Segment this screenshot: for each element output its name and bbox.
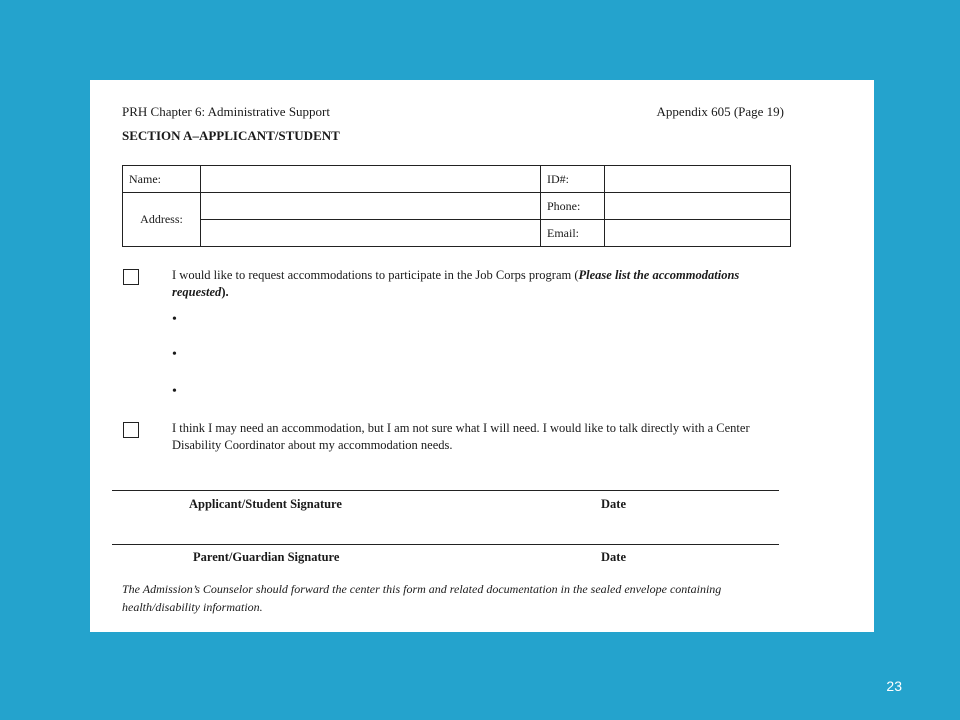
request-text-plain: I would like to request accommodations to participate in the Job Corps program ( xyxy=(172,268,579,282)
phone-field[interactable] xyxy=(605,193,791,220)
parent-date-label: Date xyxy=(601,550,626,564)
applicant-date-label: Date xyxy=(601,497,626,511)
address-field-line1[interactable] xyxy=(201,193,541,220)
id-field[interactable] xyxy=(605,166,791,193)
accommodation-bullet-3: • xyxy=(172,384,177,399)
talk-coordinator-text: I think I may need an accommodation, but I am not sure what I will need. I would like to talk directly with a Center Disability Coordinator about my accommodation needs. xyxy=(172,421,750,452)
email-field[interactable] xyxy=(605,220,791,247)
appendix-header: Appendix 605 (Page 19) xyxy=(656,104,784,119)
email-label: Email: xyxy=(541,220,605,247)
section-title: SECTION A–APPLICANT/STUDENT xyxy=(122,128,340,143)
name-field[interactable] xyxy=(201,166,541,193)
applicant-info-table xyxy=(122,165,791,247)
address-label: Address: xyxy=(123,193,201,247)
counselor-footnote: The Admission’s Counselor should forward the center this form and related documentation in the sealed envelope containing health/disability information. xyxy=(122,582,722,614)
chapter-header: PRH Chapter 6: Administrative Support xyxy=(122,104,330,119)
parent-signature-line[interactable] xyxy=(112,544,779,545)
name-label: Name: xyxy=(123,166,201,193)
address-field-line2[interactable] xyxy=(201,220,541,247)
parent-signature-label: Parent/Guardian Signature xyxy=(193,550,340,564)
accommodation-bullet-1: • xyxy=(172,312,177,327)
id-label: ID#: xyxy=(541,166,605,193)
applicant-signature-label: Applicant/Student Signature xyxy=(189,497,342,511)
request-text-end: ). xyxy=(221,285,229,299)
phone-label: Phone: xyxy=(541,193,605,220)
request-accommodations-text xyxy=(172,267,772,301)
accommodation-bullet-2: • xyxy=(172,347,177,362)
applicant-signature-line[interactable] xyxy=(112,490,779,491)
document-page xyxy=(90,80,874,632)
request-accommodations-checkbox[interactable] xyxy=(123,269,139,285)
talk-coordinator-checkbox[interactable] xyxy=(123,422,139,438)
slide-number: 23 xyxy=(886,678,902,694)
request-text-emphasis: Please list the accommodations requested xyxy=(172,268,740,299)
